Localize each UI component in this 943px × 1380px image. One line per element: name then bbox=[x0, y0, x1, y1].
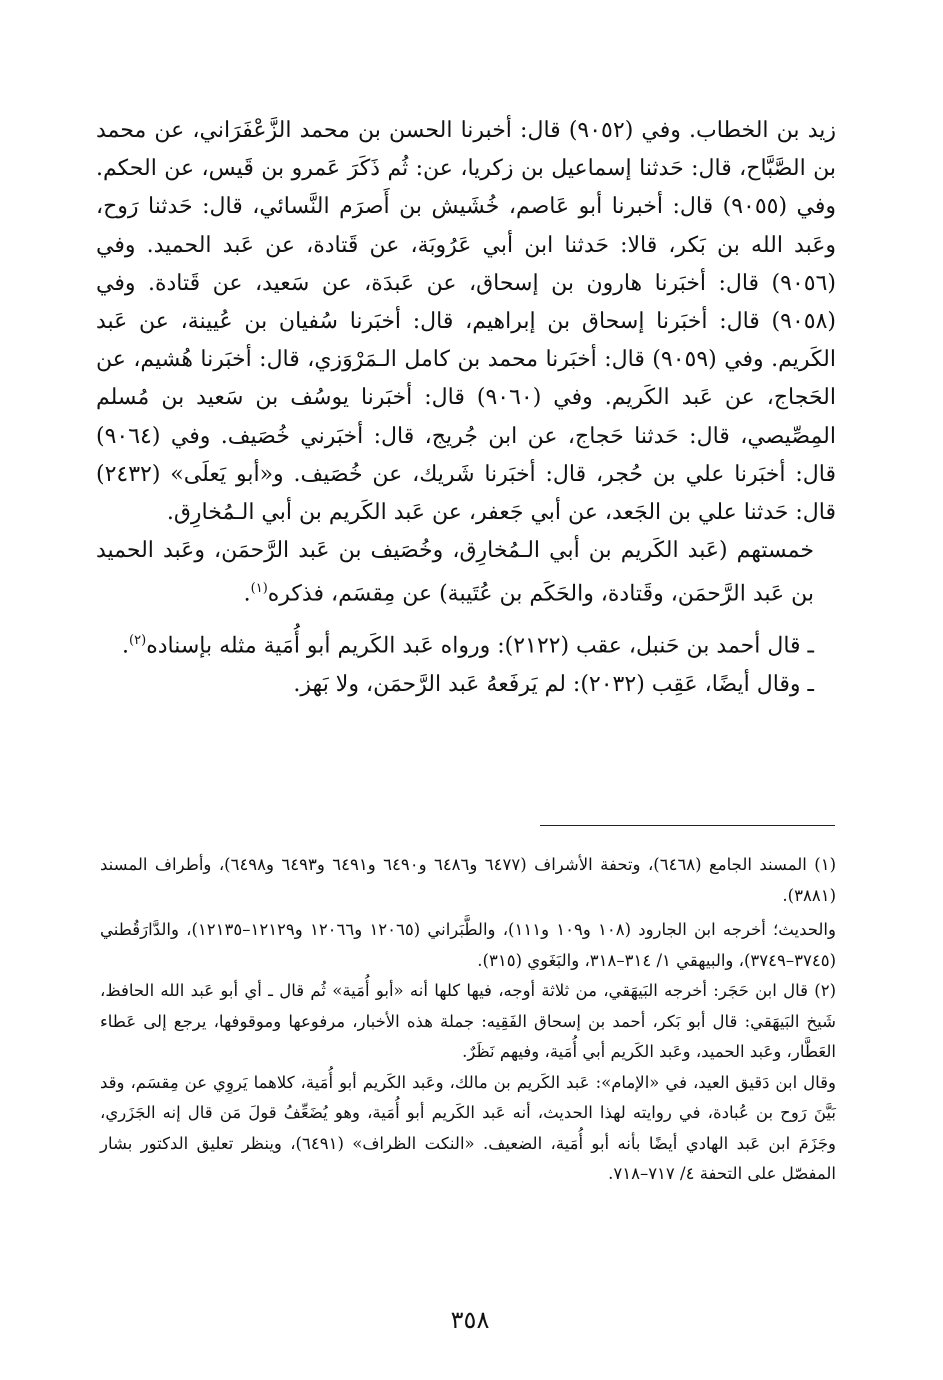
footnote-ref-2[interactable]: (٢) bbox=[129, 632, 147, 648]
footnote-2-continued: وقال ابن دَقيق العيد، في «الإمام»: عَبد الكَريم بن مالك، وعَبد الكَريم أبو أُمَية، كلاهما يَروِي عن مِقسَم، وقد بَيَّنَ رَوح بن عُبادة، في روايته لهذا الحديث، أنه عَبد الكَريم أبو أُمَية، وهو يُضَعِّفُ قولَ مَن قال إنه الجَزَري، وجَزَمَ ابن عَبد الهادي أيضًا بأنه أبو أُمَية، الضعيف. «النكت الظراف» (٦٤٩١)، وينظر تعليق الدكتور بشار المفصّل على التحفة ٤/ ٧١٧–٧١٨. bbox=[100, 1072, 836, 1183]
paragraph-ayidan: ـ وقال أيضًا، عَقِب (٢٠٣٢): لم يَرفَعهُ عَبد الرَّحمَن، ولا بَهز. bbox=[293, 671, 814, 697]
main-body bbox=[96, 112, 836, 704]
paragraph-ahmad-end: . bbox=[122, 633, 130, 659]
paragraph-khamsatuhum-text: خمستهم (عَبد الكَريم بن أبي الـمُخارِق، وخُصَيف بن عَبد الرَّحمَن، وعَبد الحميد بن عَبد الرَّحمَن، وقَتادة، والحَكَم بن عُتَيبة) عن مِقسَم، فذكره bbox=[96, 538, 814, 607]
footnote-divider bbox=[540, 825, 835, 826]
paragraph-ahmad-text: ـ قال أحمد بن حَنبل، عقب (٢١٢٢): ورواه عَبد الكَريم أبو أُمَية مثله بإسناده bbox=[146, 633, 814, 659]
main-text-block bbox=[96, 112, 836, 704]
page-number: ٣٥٨ bbox=[450, 1306, 490, 1334]
footnote-1: (١) المسند الجامع (٦٤٦٨)، وتحفة الأشراف (٦٤٧٧ و٦٤٨٦ و٦٤٩٠ و٦٤٩١ و٦٤٩٣ و٦٤٩٨)، وأطراف المسند (٣٨٨١). bbox=[100, 855, 837, 905]
paragraph-khamsatuhum bbox=[96, 532, 836, 614]
footnote-ref-1[interactable]: (١) bbox=[250, 581, 268, 597]
footnote-1-continued: والحديث؛ أخرجه ابن الجارود (١٠٨ و١٠٩ و١١١)، والطَّبَراني (١٢٠٦٥ و١٢٠٦٦ و١٢١٢٩–١٢١٣٥)، والدَّارَقُطني (٣٧٤٥–٣٧٤٩)، والبيهقي ١/ ٣١٤–٣١٨، والبَغَوي (٣١٥). bbox=[100, 920, 836, 970]
paragraph-ahmad bbox=[96, 622, 836, 666]
paragraph-isnad: زيد بن الخطاب. وفي (٩٠٥٢) قال: أخبرنا الحسن بن محمد الزَّعْفَرَاني، عن محمد بن الصَّبَّاح، قال: حَدثنا إسماعيل بن زكريا، عن: ثُم ذَكَرَ عَمرو بن قَيس، عن الحكم. وفي (٩٠٥٥) قال: أخبرنا أبو عَاصم، خُشَيش بن أَصرَم النَّسائي، قال: حَدثنا رَوح، وعَبد الله بن بَكر، قالا: حَدثنا ابن أبي عَرُوبَة، عن قَتادة، عن عَبد الحميد. وفي (٩٠٥٦) قال: أخبَرنا هارون بن إسحاق، عن عَبدَة، عن سَعيد، عن قَتادة. وفي (٩٠٥٨) قال: أخبَرنا إسحاق بن إبراهيم، قال: أخبَرنا سُفيان بن عُيينة، عن عَبد الكَريم. وفي (٩٠٥٩) قال: أخبَرنا محمد بن كامل الـمَرْوَزي، قال: أخبَرنا هُشيم، عن الحَجاج، عن عَبد الكَريم. وفي (٩٠٦٠) قال: أخبَرنا يوسُف بن سَعيد بن مُسلم المِصِّيصي، قال: حَدثنا حَجاج، عن ابن جُريج، قال: أخبَرني خُصَيف. وفي (٩٠٦٤) قال: أخبَرنا علي بن حُجر، قال: أخبَرنا شَريك، عن خُصَيف. و«أبو يَعلَى» (٢٤٣٢) قال: حَدثنا علي بن الجَعد، عن أبي جَعفر، عن عَبد الكَريم بن أبي الـمُخارِق. bbox=[96, 118, 837, 526]
footnotes-block bbox=[100, 850, 836, 1190]
paragraph-khamsatuhum-end: . bbox=[243, 581, 251, 607]
footnote-2: (٢) قال ابن حَجَر: أخرجه البَيهَقي، من ثلاثة أوجه، فيها كلها أنه «أبو أُمَية» ثُم قال ـ أي أبو عَبد الله الحافظ، شَيخ البَيهَقي: قال أبو بَكر، أحمد بن إسحاق الفَقِيه: جملة هذه الأخبار، مرفوعها وموقوفها، يرجع إلى عَطاء العَطَّار، وعَبد الحميد، وعَبد الكَريم أبي أُمَية، وفيهم نَظَرٌ. bbox=[100, 981, 836, 1061]
